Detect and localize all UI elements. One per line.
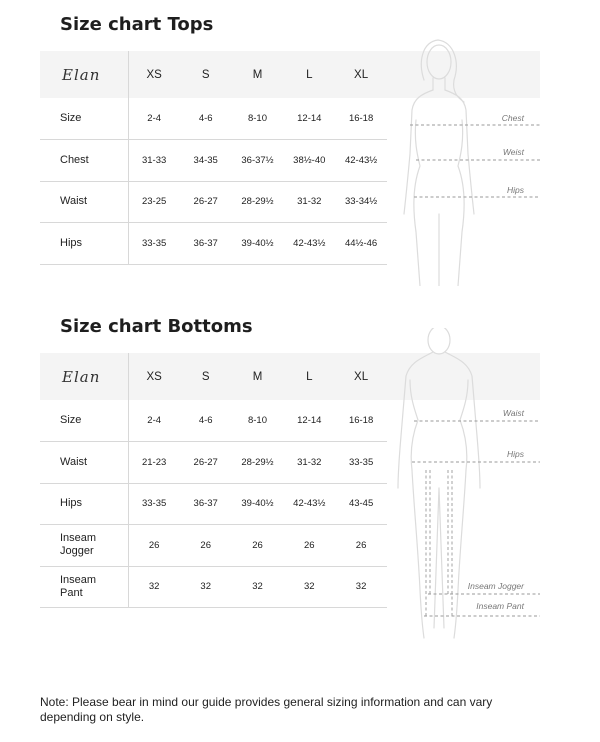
table-cell: 4-6 xyxy=(180,98,232,140)
table-cell: 23-25 xyxy=(128,181,180,223)
table-cell: 32 xyxy=(180,566,232,608)
table-cell: 36-37 xyxy=(180,223,232,265)
row-label: Waist xyxy=(40,181,128,223)
table-cell: 36-37½ xyxy=(232,140,284,182)
size-header-l: L xyxy=(306,68,313,81)
size-header-s: S xyxy=(201,370,210,383)
table-row xyxy=(40,98,387,140)
tops-header-row xyxy=(40,51,387,98)
size-header-xl: XL xyxy=(354,370,369,383)
table-cell: 26 xyxy=(283,525,335,567)
size-header-l: L xyxy=(306,370,313,383)
size-header-xl: XL xyxy=(354,68,369,81)
inseam-jogger-label: Inseam Jogger xyxy=(467,581,524,591)
brand-logo: Elan xyxy=(62,65,101,84)
tops-section-title: Size chart Tops xyxy=(60,14,214,35)
body-silhouette-illustration xyxy=(380,328,540,640)
size-header-xs: XS xyxy=(146,370,162,383)
table-cell: 43-45 xyxy=(335,483,387,525)
table-cell: 42-43½ xyxy=(283,223,335,265)
waist-label: Waist xyxy=(502,408,524,418)
table-cell: 39-40½ xyxy=(232,483,284,525)
row-label: Inseam Jogger xyxy=(40,525,128,567)
table-cell: 32 xyxy=(335,566,387,608)
inseam-pant-label: Inseam Pant xyxy=(476,601,524,611)
tops-size-table xyxy=(40,51,387,265)
table-cell: 33-35 xyxy=(128,223,180,265)
table-cell: 32 xyxy=(283,566,335,608)
table-cell: 44½-46 xyxy=(335,223,387,265)
tops-brand-cell xyxy=(40,51,128,98)
table-cell: 31-32 xyxy=(283,442,335,484)
table-cell: 12-14 xyxy=(283,98,335,140)
table-row xyxy=(40,483,387,525)
bottoms-brand-cell xyxy=(40,353,128,400)
size-header-m: M xyxy=(252,370,263,383)
table-cell: 34-35 xyxy=(180,140,232,182)
size-header-xs: XS xyxy=(146,68,162,81)
table-cell: 8-10 xyxy=(232,400,284,442)
bottoms-header-row xyxy=(40,353,387,400)
table-cell: 26 xyxy=(232,525,284,567)
table-cell: 38½-40 xyxy=(283,140,335,182)
table-cell: 33-34½ xyxy=(335,181,387,223)
table-cell: 31-33 xyxy=(128,140,180,182)
size-header-m: M xyxy=(252,68,263,81)
table-cell: 26 xyxy=(180,525,232,567)
table-row xyxy=(40,140,387,182)
table-cell: 28-29½ xyxy=(232,442,284,484)
row-label: Hips xyxy=(40,483,128,525)
table-cell: 2-4 xyxy=(128,98,180,140)
table-cell: 26 xyxy=(335,525,387,567)
table-cell: 4-6 xyxy=(180,400,232,442)
table-cell: 31-32 xyxy=(283,181,335,223)
row-label: Inseam Pant xyxy=(40,566,128,608)
sizing-note: Note: Please bear in mind our guide provides general sizing information and can vary depending on style. xyxy=(40,695,493,724)
table-row xyxy=(40,400,387,442)
table-row xyxy=(40,223,387,265)
table-cell: 2-4 xyxy=(128,400,180,442)
row-label: Waist xyxy=(40,442,128,484)
body-silhouette-illustration xyxy=(380,36,540,286)
table-row xyxy=(40,442,387,484)
table-cell: 33-35 xyxy=(128,483,180,525)
table-cell: 8-10 xyxy=(232,98,284,140)
table-cell: 33-35 xyxy=(335,442,387,484)
table-cell: 28-29½ xyxy=(232,181,284,223)
table-cell: 32 xyxy=(128,566,180,608)
size-header-s: S xyxy=(201,68,210,81)
table-row xyxy=(40,525,387,567)
table-cell: 26-27 xyxy=(180,442,232,484)
hips-label: Hips xyxy=(506,449,524,459)
table-cell: 21-23 xyxy=(128,442,180,484)
table-cell: 32 xyxy=(232,566,284,608)
table-row xyxy=(40,566,387,608)
table-cell: 12-14 xyxy=(283,400,335,442)
bottoms-section-title: Size chart Bottoms xyxy=(60,316,253,337)
row-label: Hips xyxy=(40,223,128,265)
chest-label: Chest xyxy=(501,113,524,123)
bottoms-body-figure xyxy=(380,328,540,640)
brand-logo: Elan xyxy=(62,367,101,386)
tops-body-figure xyxy=(380,36,540,286)
table-cell: 26 xyxy=(128,525,180,567)
table-cell: 39-40½ xyxy=(232,223,284,265)
table-cell: 42-43½ xyxy=(283,483,335,525)
table-cell: 16-18 xyxy=(335,400,387,442)
table-cell: 26-27 xyxy=(180,181,232,223)
waist-label: Weist xyxy=(502,147,524,157)
row-label: Size xyxy=(40,98,128,140)
row-label: Chest xyxy=(40,140,128,182)
table-row xyxy=(40,181,387,223)
row-label: Size xyxy=(40,400,128,442)
bottoms-size-table xyxy=(40,353,387,608)
table-cell: 16-18 xyxy=(335,98,387,140)
table-cell: 42-43½ xyxy=(335,140,387,182)
hips-label: Hips xyxy=(506,185,524,195)
table-cell: 36-37 xyxy=(180,483,232,525)
